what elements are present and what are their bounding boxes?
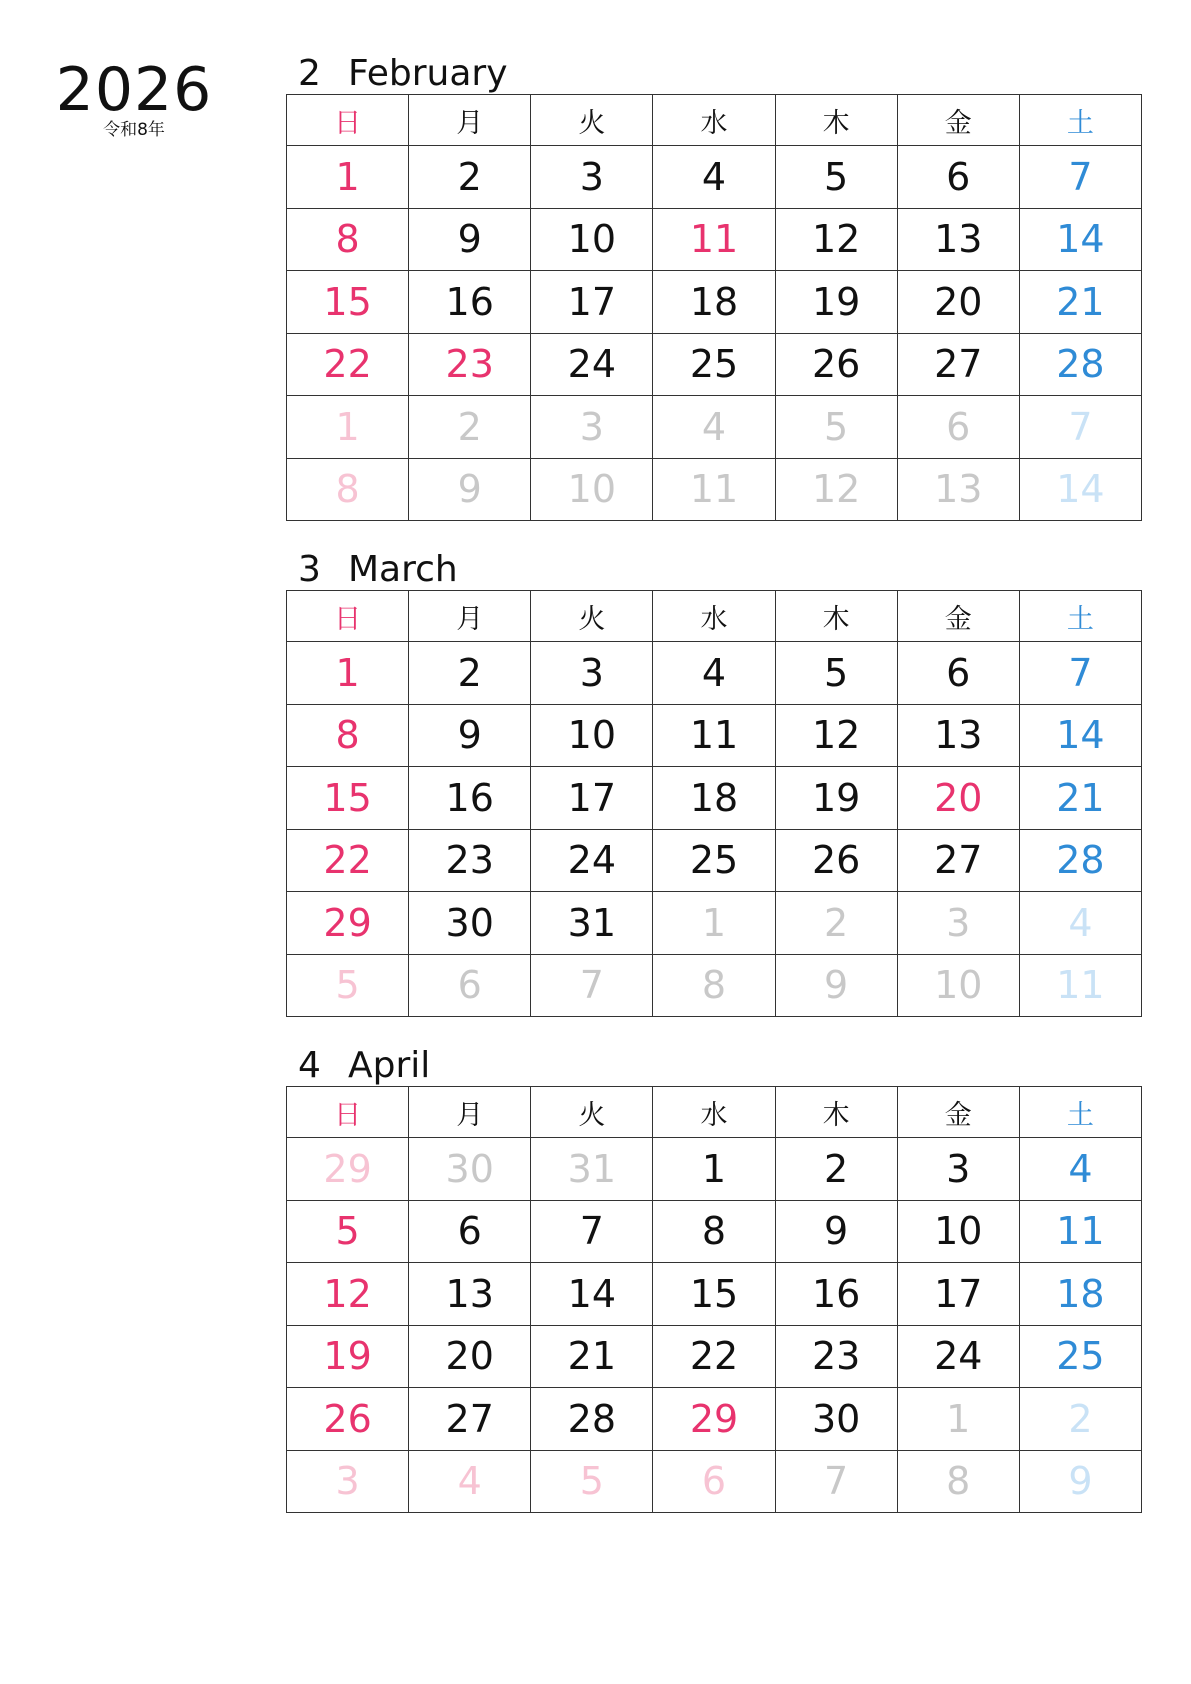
day-cell: 3 (531, 396, 653, 459)
day-cell: 26 (775, 333, 897, 396)
day-cell: 7 (531, 954, 653, 1017)
day-cell: 17 (897, 1263, 1019, 1326)
day-cell: 8 (287, 208, 409, 271)
day-cell: 2 (409, 146, 531, 209)
day-cell: 10 (531, 208, 653, 271)
day-cell: 15 (287, 271, 409, 334)
calendar-grid (286, 590, 1142, 1017)
day-cell: 6 (409, 1200, 531, 1263)
week-row (287, 829, 1142, 892)
day-cell: 18 (1019, 1263, 1141, 1326)
weekday-sun: 日 (287, 95, 409, 146)
day-cell: 4 (653, 396, 775, 459)
day-cell: 3 (897, 892, 1019, 955)
weekday-fri: 金 (897, 95, 1019, 146)
weekday-thu: 木 (775, 1087, 897, 1138)
calendar-grid (286, 94, 1142, 521)
day-cell: 12 (775, 208, 897, 271)
week-row (287, 1200, 1142, 1263)
weekday-wed: 水 (653, 95, 775, 146)
day-cell: 6 (897, 396, 1019, 459)
day-cell: 24 (531, 829, 653, 892)
day-cell: 4 (653, 146, 775, 209)
day-cell: 25 (1019, 1325, 1141, 1388)
weekday-sat: 土 (1019, 591, 1141, 642)
day-cell: 8 (897, 1450, 1019, 1513)
day-cell: 7 (531, 1200, 653, 1263)
day-cell: 17 (531, 271, 653, 334)
week-row (287, 458, 1142, 521)
month-name: March (348, 549, 458, 590)
day-cell: 11 (653, 208, 775, 271)
day-cell: 26 (775, 829, 897, 892)
day-cell: 27 (897, 333, 1019, 396)
day-cell: 25 (653, 829, 775, 892)
weekday-sun: 日 (287, 1087, 409, 1138)
weekday-mon: 月 (409, 95, 531, 146)
day-cell: 6 (897, 146, 1019, 209)
weekday-wed: 水 (653, 1087, 775, 1138)
day-cell: 12 (775, 458, 897, 521)
week-row (287, 767, 1142, 830)
day-cell: 8 (653, 954, 775, 1017)
day-cell: 18 (653, 767, 775, 830)
day-cell: 5 (775, 642, 897, 705)
month-title (286, 54, 1142, 94)
day-cell: 1 (897, 1388, 1019, 1451)
week-rows (287, 146, 1142, 521)
day-cell: 15 (287, 767, 409, 830)
day-cell: 9 (775, 1200, 897, 1263)
week-row (287, 954, 1142, 1017)
weekday-thu: 木 (775, 591, 897, 642)
day-cell: 13 (409, 1263, 531, 1326)
month-number: 4 (298, 1045, 321, 1086)
weekday-thu: 木 (775, 95, 897, 146)
month-name: February (348, 53, 508, 94)
day-cell: 5 (531, 1450, 653, 1513)
day-cell: 29 (287, 892, 409, 955)
day-cell: 7 (1019, 146, 1141, 209)
week-row (287, 333, 1142, 396)
month-title (286, 1046, 1142, 1086)
week-row (287, 1388, 1142, 1451)
day-cell: 28 (531, 1388, 653, 1451)
weekday-sat: 土 (1019, 1087, 1141, 1138)
day-cell: 11 (1019, 1200, 1141, 1263)
weekday-tue: 火 (531, 1087, 653, 1138)
day-cell: 2 (775, 1138, 897, 1201)
weekday-header-row (287, 95, 1142, 146)
day-cell: 1 (287, 396, 409, 459)
week-row (287, 396, 1142, 459)
month-name: April (348, 1045, 431, 1086)
week-row (287, 704, 1142, 767)
day-cell: 17 (531, 767, 653, 830)
week-row (287, 1263, 1142, 1326)
day-cell: 8 (287, 458, 409, 521)
day-cell: 9 (1019, 1450, 1141, 1513)
year: 2026 (55, 55, 213, 125)
day-cell: 13 (897, 208, 1019, 271)
day-cell: 20 (897, 767, 1019, 830)
day-cell: 8 (287, 704, 409, 767)
weekday-mon: 月 (409, 1087, 531, 1138)
month-number: 3 (298, 549, 321, 590)
day-cell: 21 (1019, 271, 1141, 334)
day-cell: 10 (531, 704, 653, 767)
weekday-sat: 土 (1019, 95, 1141, 146)
day-cell: 9 (409, 458, 531, 521)
day-cell: 13 (897, 458, 1019, 521)
day-cell: 23 (409, 333, 531, 396)
weekday-wed: 水 (653, 591, 775, 642)
day-cell: 16 (409, 767, 531, 830)
day-cell: 5 (775, 146, 897, 209)
day-cell: 19 (287, 1325, 409, 1388)
day-cell: 30 (775, 1388, 897, 1451)
day-cell: 12 (287, 1263, 409, 1326)
weekday-tue: 火 (531, 591, 653, 642)
week-row (287, 208, 1142, 271)
day-cell: 18 (653, 271, 775, 334)
day-cell: 5 (287, 1200, 409, 1263)
day-cell: 1 (287, 146, 409, 209)
week-row (287, 1138, 1142, 1201)
day-cell: 4 (409, 1450, 531, 1513)
day-cell: 22 (653, 1325, 775, 1388)
day-cell: 21 (1019, 767, 1141, 830)
day-cell: 3 (287, 1450, 409, 1513)
day-cell: 23 (409, 829, 531, 892)
day-cell: 30 (409, 892, 531, 955)
day-cell: 29 (653, 1388, 775, 1451)
month-number: 2 (298, 53, 321, 94)
week-row (287, 1325, 1142, 1388)
day-cell: 2 (1019, 1388, 1141, 1451)
day-cell: 11 (1019, 954, 1141, 1017)
day-cell: 20 (897, 271, 1019, 334)
day-cell: 31 (531, 892, 653, 955)
day-cell: 4 (1019, 1138, 1141, 1201)
month-april (286, 1046, 1142, 1513)
month-title (286, 550, 1142, 590)
day-cell: 1 (653, 892, 775, 955)
day-cell: 28 (1019, 829, 1141, 892)
day-cell: 2 (409, 642, 531, 705)
week-rows (287, 642, 1142, 1017)
day-cell: 3 (531, 642, 653, 705)
day-cell: 6 (897, 642, 1019, 705)
day-cell: 10 (531, 458, 653, 521)
day-cell: 6 (409, 954, 531, 1017)
week-row (287, 146, 1142, 209)
day-cell: 4 (1019, 892, 1141, 955)
day-cell: 1 (287, 642, 409, 705)
day-cell: 5 (287, 954, 409, 1017)
day-cell: 27 (409, 1388, 531, 1451)
day-cell: 2 (409, 396, 531, 459)
week-row (287, 642, 1142, 705)
calendar-grid (286, 1086, 1142, 1513)
weekday-tue: 火 (531, 95, 653, 146)
day-cell: 14 (1019, 208, 1141, 271)
era-year: 令和8年 (103, 120, 165, 140)
week-row (287, 892, 1142, 955)
day-cell: 7 (1019, 396, 1141, 459)
day-cell: 14 (1019, 458, 1141, 521)
day-cell: 1 (653, 1138, 775, 1201)
day-cell: 30 (409, 1138, 531, 1201)
weekday-mon: 月 (409, 591, 531, 642)
day-cell: 31 (531, 1138, 653, 1201)
day-cell: 3 (897, 1138, 1019, 1201)
weekday-fri: 金 (897, 591, 1019, 642)
day-cell: 19 (775, 767, 897, 830)
day-cell: 12 (775, 704, 897, 767)
day-cell: 24 (531, 333, 653, 396)
weekday-fri: 金 (897, 1087, 1019, 1138)
day-cell: 5 (775, 396, 897, 459)
day-cell: 6 (653, 1450, 775, 1513)
day-cell: 4 (653, 642, 775, 705)
day-cell: 9 (409, 208, 531, 271)
day-cell: 22 (287, 829, 409, 892)
day-cell: 9 (409, 704, 531, 767)
day-cell: 10 (897, 954, 1019, 1017)
day-cell: 25 (653, 333, 775, 396)
day-cell: 28 (1019, 333, 1141, 396)
day-cell: 3 (531, 146, 653, 209)
week-row (287, 1450, 1142, 1513)
day-cell: 19 (775, 271, 897, 334)
day-cell: 27 (897, 829, 1019, 892)
day-cell: 16 (775, 1263, 897, 1326)
day-cell: 24 (897, 1325, 1019, 1388)
month-february (286, 54, 1142, 521)
year-header (54, 55, 214, 140)
day-cell: 23 (775, 1325, 897, 1388)
day-cell: 8 (653, 1200, 775, 1263)
month-march (286, 550, 1142, 1017)
day-cell: 29 (287, 1138, 409, 1201)
day-cell: 16 (409, 271, 531, 334)
day-cell: 11 (653, 458, 775, 521)
weekday-sun: 日 (287, 591, 409, 642)
day-cell: 13 (897, 704, 1019, 767)
week-rows (287, 1138, 1142, 1513)
day-cell: 20 (409, 1325, 531, 1388)
day-cell: 7 (775, 1450, 897, 1513)
weekday-header-row (287, 591, 1142, 642)
day-cell: 14 (531, 1263, 653, 1326)
day-cell: 10 (897, 1200, 1019, 1263)
day-cell: 22 (287, 333, 409, 396)
day-cell: 21 (531, 1325, 653, 1388)
week-row (287, 271, 1142, 334)
day-cell: 26 (287, 1388, 409, 1451)
weekday-header-row (287, 1087, 1142, 1138)
day-cell: 2 (775, 892, 897, 955)
day-cell: 9 (775, 954, 897, 1017)
day-cell: 11 (653, 704, 775, 767)
day-cell: 15 (653, 1263, 775, 1326)
day-cell: 14 (1019, 704, 1141, 767)
day-cell: 7 (1019, 642, 1141, 705)
